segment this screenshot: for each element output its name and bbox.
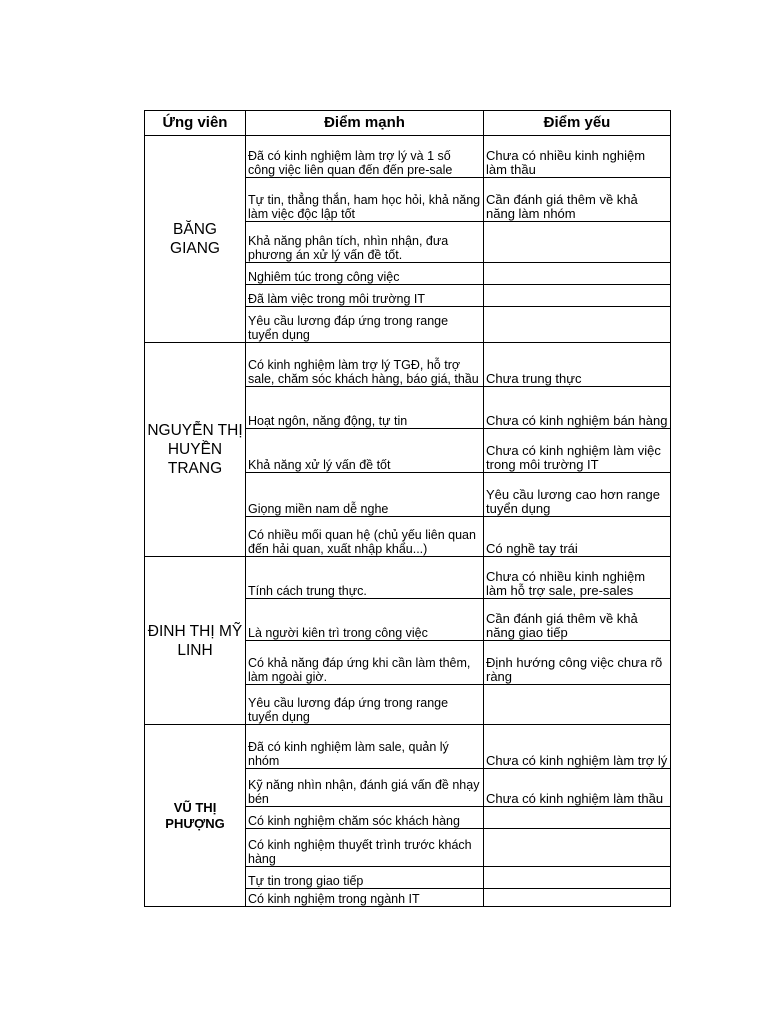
weakness-cell: Cần đánh giá thêm về khả năng giao tiếp (484, 599, 671, 641)
weakness-cell: Chưa có kinh nghiệm làm trợ lý (484, 725, 671, 769)
table-row (145, 725, 671, 769)
weakness-cell: Cần đánh giá thêm về khả năng làm nhóm (484, 178, 671, 222)
weakness-cell (484, 867, 671, 889)
table-header-row (145, 111, 671, 136)
table-row (145, 343, 671, 387)
candidate-name: ĐINH THỊ MỸ LINH (145, 557, 246, 725)
header-strengths: Điểm mạnh (246, 111, 484, 136)
strength-cell: Giọng miền nam dễ nghe (246, 473, 484, 517)
weakness-cell (484, 285, 671, 307)
weakness-cell: Định hướng công việc chưa rõ ràng (484, 641, 671, 685)
strength-cell: Là người kiên trì trong công việc (246, 599, 484, 641)
strength-cell: Đã có kinh nghiệm làm sale, quản lý nhóm (246, 725, 484, 769)
strength-cell: Có nhiều mối quan hệ (chủ yếu liên quan đến hải quan, xuất nhập khẩu...) (246, 517, 484, 557)
strength-cell: Đã làm việc trong môi trường IT (246, 285, 484, 307)
strength-cell: Tự tin trong giao tiếp (246, 867, 484, 889)
strength-cell: Có kinh nghiệm làm trợ lý TGĐ, hỗ trợ sale, chăm sóc khách hàng, báo giá, thầu (246, 343, 484, 387)
table-row (145, 557, 671, 599)
strength-cell: Yêu cầu lương đáp ứng trong range tuyển dụng (246, 307, 484, 343)
weakness-cell: Yêu cầu lương cao hơn range tuyển dụng (484, 473, 671, 517)
strength-cell: Tự tin, thẳng thắn, ham học hỏi, khả năng làm việc độc lập tốt (246, 178, 484, 222)
strength-cell: Có kinh nghiệm chăm sóc khách hàng (246, 807, 484, 829)
weakness-cell: Chưa có nhiều kinh nghiệm làm hỗ trợ sale, pre-sales (484, 557, 671, 599)
weakness-cell: Chưa có kinh nghiệm làm thầu (484, 769, 671, 807)
weakness-cell: Chưa trung thực (484, 343, 671, 387)
strength-cell: Khả năng xử lý vấn đề tốt (246, 429, 484, 473)
strength-cell: Khả năng phân tích, nhìn nhận, đưa phương án xử lý vấn đề tốt. (246, 222, 484, 263)
weakness-cell (484, 829, 671, 867)
header-candidate: Ứng viên (145, 111, 246, 136)
candidate-name: BĂNG GIANG (145, 136, 246, 343)
strength-cell: Có kinh nghiệm thuyết trình trước khách hàng (246, 829, 484, 867)
strength-cell: Hoạt ngôn, năng động, tự tin (246, 387, 484, 429)
weakness-cell: Chưa có kinh nghiệm làm việc trong môi trường IT (484, 429, 671, 473)
strength-cell: Có khả năng đáp ứng khi cần làm thêm, làm ngoài giờ. (246, 641, 484, 685)
strength-cell: Kỹ năng nhìn nhận, đánh giá vấn đề nhạy bén (246, 769, 484, 807)
candidate-name: NGUYỄN THỊ HUYỀN TRANG (145, 343, 246, 557)
header-weaknesses: Điểm yếu (484, 111, 671, 136)
weakness-cell (484, 807, 671, 829)
candidate-evaluation-table (144, 110, 671, 907)
weakness-cell: Chưa có kinh nghiệm bán hàng (484, 387, 671, 429)
weakness-cell (484, 222, 671, 263)
table-row (145, 136, 671, 178)
weakness-cell: Chưa có nhiều kinh nghiệm làm thầu (484, 136, 671, 178)
strength-cell: Đã có kinh nghiệm làm trợ lý và 1 số công việc liên quan đến đến pre-sale (246, 136, 484, 178)
weakness-cell (484, 685, 671, 725)
weakness-cell: Có nghề tay trái (484, 517, 671, 557)
strength-cell: Tính cách trung thực. (246, 557, 484, 599)
weakness-cell (484, 307, 671, 343)
weakness-cell (484, 889, 671, 907)
strength-cell: Yêu cầu lương đáp ứng trong range tuyển dụng (246, 685, 484, 725)
strength-cell: Nghiêm túc trong công việc (246, 263, 484, 285)
weakness-cell (484, 263, 671, 285)
candidate-name: VŨ THỊ PHƯỢNG (145, 725, 246, 907)
table-body (145, 136, 671, 907)
strength-cell: Có kinh nghiệm trong ngành IT (246, 889, 484, 907)
